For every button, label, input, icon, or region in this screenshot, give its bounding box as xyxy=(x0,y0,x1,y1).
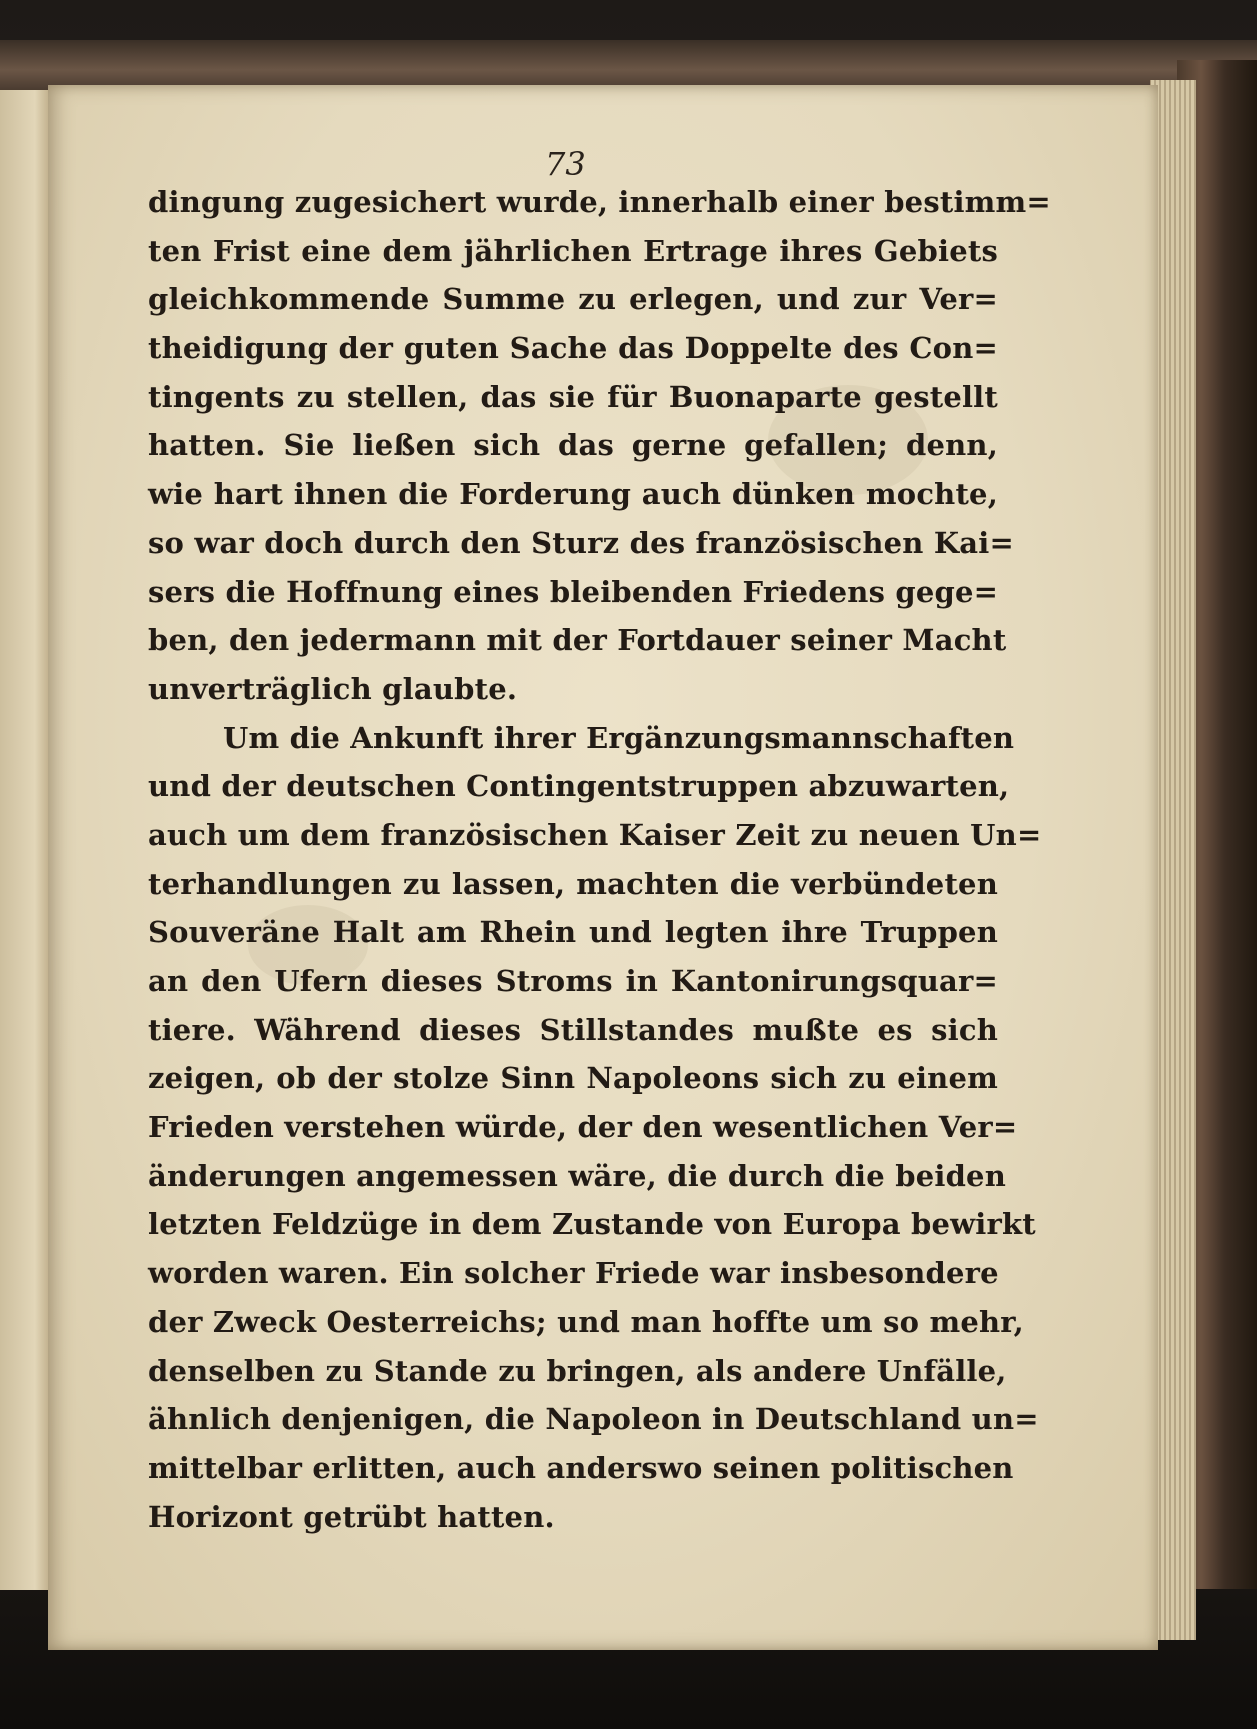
text-line: terhandlungen zu lassen, machten die verbündeten xyxy=(148,866,998,901)
text-line: wie hart ihnen die Forderung auch dünken mochte, xyxy=(148,477,998,512)
text-line: ben, den jedermann mit der Fortdauer seiner Macht xyxy=(148,623,1007,658)
text-line: theidigung der guten Sache das Doppelte des Con= xyxy=(148,331,998,366)
text-line: tingents zu stellen, das sie für Buonaparte gestellt xyxy=(148,379,998,414)
paragraph-start-line: Um die Ankunft ihrer Ergänzungsmannschaften xyxy=(223,720,1015,755)
text-line: Frieden verstehen würde, der den wesentlichen Ver= xyxy=(148,1110,1018,1145)
text-line: tiere. Während dieses Stillstandes mußte es sich xyxy=(148,1012,998,1047)
book-cover-top xyxy=(0,40,1257,90)
text-line: hatten. Sie ließen sich das gerne gefallen; denn, xyxy=(148,428,998,463)
text-line: gleichkommende Summe zu erlegen, und zur Ver= xyxy=(148,282,998,317)
paragraph-end-line: unverträglich glaubte. xyxy=(148,671,518,706)
text-line: mittelbar erlitten, auch anderswo seinen politischen xyxy=(148,1450,1014,1485)
text-line: änderungen angemessen wäre, die durch die beiden xyxy=(148,1158,1006,1193)
body-text xyxy=(148,178,1051,1541)
text-line: sers die Hoffnung eines bleibenden Friedens gege= xyxy=(148,574,999,609)
page-number: 73 xyxy=(545,145,586,183)
text-line: dingung zugesichert wurde, innerhalb einer bestimm= xyxy=(148,185,1051,219)
text-line: worden waren. Ein solcher Friede war insbesondere xyxy=(148,1256,999,1291)
text-line: ten Frist eine dem jährlichen Ertrage ihres Gebiets xyxy=(148,233,998,268)
left-page-edge xyxy=(0,90,52,1590)
text-line: und der deutschen Contingentstruppen abzuwarten, xyxy=(148,769,1010,804)
text-line: zeigen, ob der stolze Sinn Napoleons sich zu einem xyxy=(148,1061,998,1096)
text-line: der Zweck Oesterreichs; und man hoffte um so mehr, xyxy=(148,1304,1024,1339)
text-line: so war doch durch den Sturz des französischen Kai= xyxy=(148,525,1014,560)
paragraph-end-line: Horizont getrübt hatten. xyxy=(148,1499,555,1534)
text-line: letzten Feldzüge in dem Zustande von Europa bewirkt xyxy=(148,1207,1036,1242)
text-line: denselben zu Stande zu bringen, als andere Unfälle, xyxy=(148,1353,1007,1388)
text-line: ähnlich denjenigen, die Napoleon in Deutschland un= xyxy=(148,1402,1039,1437)
text-line: auch um dem französischen Kaiser Zeit zu neuen Un= xyxy=(148,817,1042,852)
text-line: Souveräne Halt am Rhein und legten ihre Truppen xyxy=(148,915,998,950)
text-line: an den Ufern dieses Stroms in Kantonirungsquar= xyxy=(148,964,998,998)
